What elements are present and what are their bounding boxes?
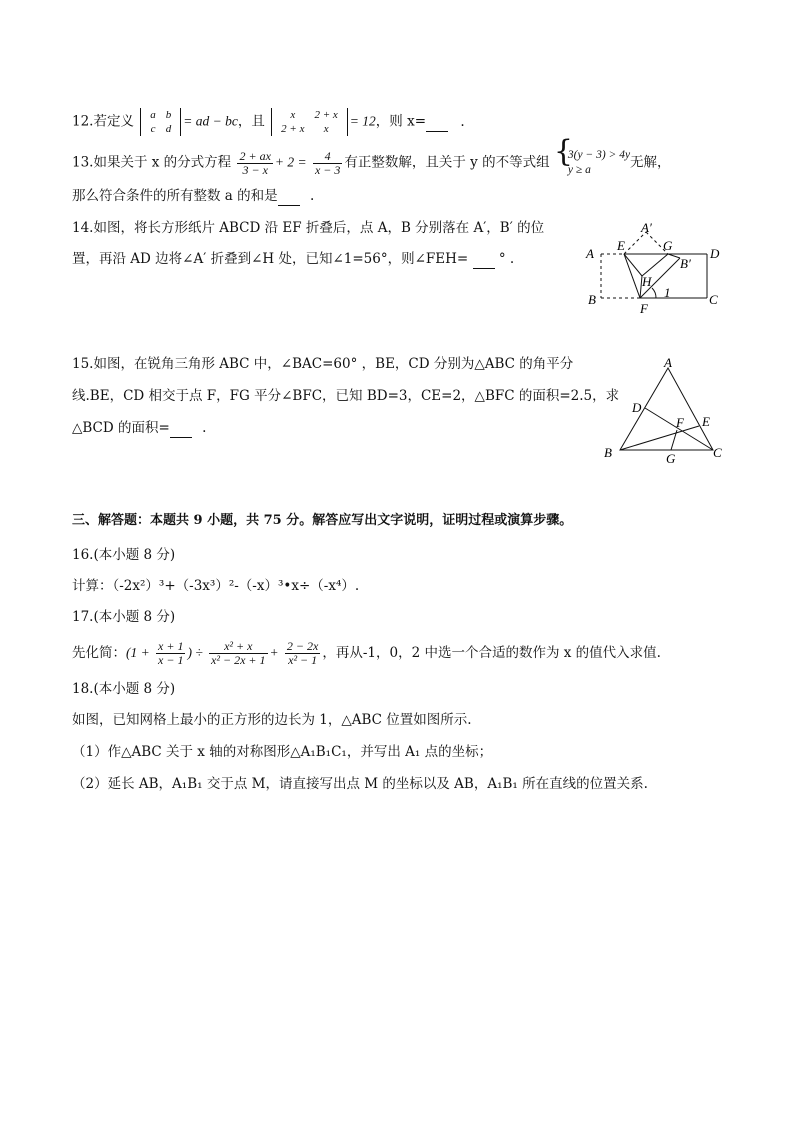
q14-label-B: B [588,292,596,307]
q14-label-E: E [617,238,625,253]
det2-22: x [323,123,329,135]
question-15-line-3 [72,419,206,438]
det1-c: c [150,123,156,135]
q14-label-D: D [710,246,720,261]
q13-text-2: 有正整数解，且关于 y 的不等式组 [344,154,550,171]
q16-expression: （-2x²）³+（-3x³）²-（-x）³•x÷（-x⁴）. [112,578,360,594]
q15-label-A: A [664,356,672,370]
q13-f1-denominator: 3 − x [237,163,272,177]
q13-f1-numerator: 2 + ax [239,148,271,163]
q15-label-E: E [702,414,710,429]
question-13 [72,134,671,178]
q17-div: ) ÷ [187,645,203,660]
q17-plus: + [269,645,279,660]
q17-label: 先化简： [72,645,126,661]
q14-label-A-prime: A′ [641,220,652,235]
q13-tail: . [309,188,315,204]
det1-b: b [165,109,172,121]
q15-triangle-figure [600,356,730,468]
q14-label-A: A [586,246,594,261]
q17-open: (1 + [126,645,150,660]
q14-line-1: 14.如图，将长方形纸片 ABCD 沿 EF 折叠后，点 A，B 分别落在 A′，B′ 的位 [72,220,545,236]
q13-ineq-1: 3(y − 3) > 4y [567,149,631,161]
q14-line-2-text: 置，再沿 AD 边将∠A′ 折叠到∠H 处，已知∠1=56°，则∠FEH= [72,251,469,267]
q12-number: 12. [72,113,94,130]
q12-text-3: ，则 x= [375,113,427,130]
q15-line-1: 15.如图，在锐角三角形 ABC 中，∠BAC=60° ，BE，CD 分别为△ABC 的角平分 [72,356,574,372]
det2-12: 2 + x [314,109,338,121]
q14-label-C: C [709,292,718,307]
q13-inequality-system [553,134,631,178]
q13-ineq-2: y ≥ a [567,164,591,176]
q17-fraction-3 [285,640,320,667]
q13-fraction-1 [237,150,272,177]
q14-label-angle-1: 1 [664,285,671,300]
q17-f3-numerator: 2 − 2x [286,639,319,653]
q13-f2-numerator: 4 [324,148,331,163]
q13-text-3: 无解， [630,154,671,171]
q14-tail: ° . [498,251,515,267]
q18-line-3: （2）延长 AB，A₁B₁ 交于点 M，请直接写出点 M 的坐标以及 AB，A₁B₁ 所在直线的位置关系. [72,776,648,792]
q12-text-1: 若定义 [93,113,134,130]
det2-11: x [290,109,296,121]
q17-f2-numerator: x² + x [224,639,253,653]
q17-fraction-2 [209,640,267,667]
q12-determinant-definition [140,108,181,136]
section-3-heading: 三、解答题：本题共 9 小题，共 75 分。解答应写出文字说明，证明过程或演算步骤。 [72,513,573,528]
q17-fraction-1 [156,640,185,667]
q15-label-C: C [713,445,722,460]
question-12 [72,108,465,136]
q13-text-1: 如果关于 x 的分式方程 [93,154,232,171]
q14-label-G: G [663,238,673,253]
q12-determinant-given [271,108,348,136]
q12-text-2: ，且 [237,113,265,130]
q14-folding-figure [584,218,734,318]
question-17-body [72,640,661,667]
question-14-line-2 [72,250,514,269]
q13-number: 13. [72,154,94,171]
q13-f2-denominator: x − 3 [314,162,341,177]
q15-label-G: G [666,451,676,466]
q15-line-3-text: △BCD 的面积= [72,420,170,436]
q17-tail: ，再从-1，0，2 中选一个合适的数作为 x 的值代入求值. [322,645,661,661]
q14-label-B-prime: B′ [680,256,691,271]
question-16-body [72,577,359,595]
det1-d: d [165,123,172,135]
q17-heading: 17.(本小题 8 分) [72,609,176,625]
q12-answer-blank[interactable] [426,113,448,132]
q15-tail: . [202,420,207,436]
q15-label-F: F [676,415,684,430]
q17-f3-denominator: x² − 1 [285,653,320,667]
q15-line-2: 线.BE，CD 相交于点 F，FG 平分∠BFC，已知 BD=3，CE=2，△BFC 的面积=2.5，求 [72,388,620,404]
q17-f2-denominator: x² − 2x + 1 [211,653,266,667]
q15-label-B: B [604,445,612,460]
det2-21: 2 + x [281,123,305,135]
q17-f1-denominator: x − 1 [158,653,184,667]
q13-fraction-2 [313,150,342,177]
q13-plus: + 2 = [274,154,307,170]
q12-eq-1: = ad − bc [183,113,238,129]
q15-label-D: D [632,400,642,415]
q18-line-1: 如图，已知网格上最小的正方形的边长为 1，△ABC 位置如图所示. [72,712,472,728]
q17-f1-numerator: x + 1 [158,639,184,653]
brace-icon: { [553,134,573,169]
q14-answer-blank[interactable] [473,250,495,269]
q12-eq-2: = 12 [349,113,376,129]
q13-line-2-text: 那么符合条件的所有整数 a 的和是 [72,188,278,204]
question-13-line-2 [72,187,314,206]
det1-a: a [150,109,156,121]
q12-tail: . [460,113,465,130]
q14-label-F: F [640,301,648,316]
q15-answer-blank[interactable] [170,419,192,438]
q14-label-H: H [642,274,652,289]
q18-line-2: （1）作△ABC 关于 x 轴的对称图形△A₁B₁C₁，并写出 A₁ 点的坐标； [72,744,493,760]
q13-answer-blank[interactable] [278,187,300,206]
q16-heading: 16.(本小题 8 分) [72,547,176,563]
q18-heading: 18.(本小题 8 分) [72,681,176,697]
q16-calc-label: 计算： [72,578,113,594]
